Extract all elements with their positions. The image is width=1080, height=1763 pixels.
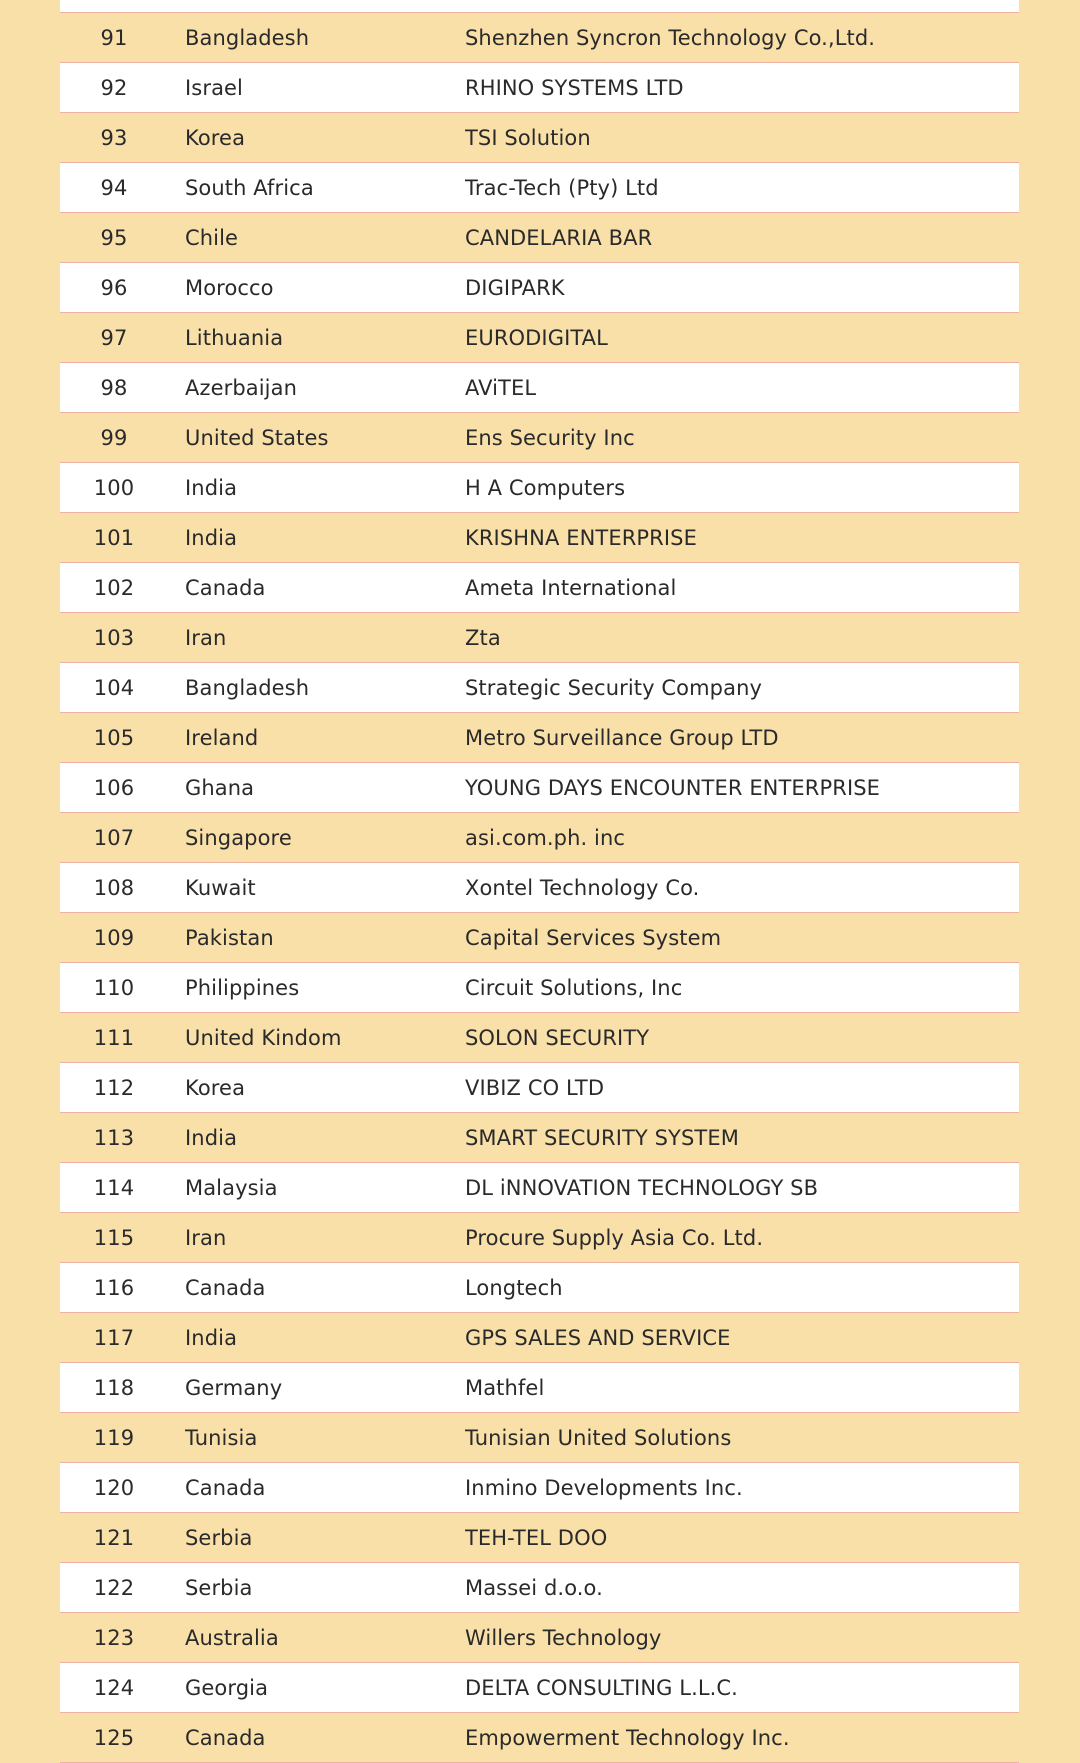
table-row bbox=[60, 1563, 1019, 1613]
row-number: 97 bbox=[100, 326, 128, 350]
table-row bbox=[60, 913, 1019, 963]
country-cell: Bangladesh bbox=[185, 26, 310, 50]
table-row bbox=[60, 713, 1019, 763]
table-row bbox=[60, 363, 1019, 413]
row-number: 94 bbox=[100, 176, 128, 200]
distributor-table bbox=[60, 0, 1019, 1763]
row-number: 122 bbox=[93, 1576, 135, 1600]
row-number: 110 bbox=[93, 976, 135, 1000]
company-cell: Strategic Security Company bbox=[465, 676, 763, 700]
country-cell: Ghana bbox=[185, 776, 255, 800]
country-cell: Bangladesh bbox=[185, 676, 310, 700]
row-number: 120 bbox=[93, 1476, 135, 1500]
company-cell: Ens Security Inc bbox=[465, 426, 635, 450]
company-cell: TSI Solution bbox=[465, 126, 591, 150]
table-row bbox=[60, 663, 1019, 713]
row-number: 91 bbox=[100, 26, 128, 50]
country-cell: Serbia bbox=[185, 1526, 253, 1550]
country-cell: Canada bbox=[185, 1726, 266, 1750]
row-number: 107 bbox=[93, 826, 135, 850]
company-cell: DL iNNOVATION TECHNOLOGY SB bbox=[465, 1176, 819, 1200]
company-cell: Longtech bbox=[465, 1276, 563, 1300]
country-cell: India bbox=[185, 526, 238, 550]
table-row bbox=[60, 813, 1019, 863]
row-number: 125 bbox=[93, 1726, 135, 1750]
row-number: 109 bbox=[93, 926, 135, 950]
table-row bbox=[60, 1413, 1019, 1463]
table-row bbox=[60, 413, 1019, 463]
country-cell: Philippines bbox=[185, 976, 300, 1000]
country-cell bbox=[185, 0, 445, 13]
row-number: 104 bbox=[93, 676, 135, 700]
table-row bbox=[60, 963, 1019, 1013]
company-cell: SOLON SECURITY bbox=[465, 1026, 650, 1050]
row-number: 111 bbox=[93, 1026, 135, 1050]
row-number: 116 bbox=[93, 1276, 135, 1300]
company-cell: Inmino Developments Inc. bbox=[465, 1476, 743, 1500]
row-number: 108 bbox=[93, 876, 135, 900]
country-cell: Iran bbox=[185, 1226, 227, 1250]
company-cell bbox=[465, 0, 1015, 13]
country-cell: Canada bbox=[185, 1476, 266, 1500]
row-number: 103 bbox=[93, 626, 135, 650]
country-cell: Australia bbox=[185, 1626, 279, 1650]
country-cell: South Africa bbox=[185, 176, 314, 200]
table-row bbox=[60, 63, 1019, 113]
country-cell: India bbox=[185, 476, 238, 500]
country-cell: Serbia bbox=[185, 1576, 253, 1600]
company-cell: DIGIPARK bbox=[465, 276, 565, 300]
row-number: 112 bbox=[93, 1076, 135, 1100]
table-row bbox=[60, 13, 1019, 63]
company-cell: Ameta International bbox=[465, 576, 677, 600]
table-row bbox=[60, 1363, 1019, 1413]
row-number: 106 bbox=[93, 776, 135, 800]
table-row bbox=[60, 1013, 1019, 1063]
row-number: 95 bbox=[100, 226, 128, 250]
company-cell: TEH-TEL DOO bbox=[465, 1526, 608, 1550]
table-row bbox=[60, 263, 1019, 313]
company-cell: Metro Surveillance Group LTD bbox=[465, 726, 779, 750]
company-cell: Willers Technology bbox=[465, 1626, 662, 1650]
country-cell: Pakistan bbox=[185, 926, 274, 950]
table-row bbox=[60, 1213, 1019, 1263]
company-cell: Capital Services System bbox=[465, 926, 722, 950]
company-cell: Massei d.o.o. bbox=[465, 1576, 603, 1600]
company-cell: CANDELARIA BAR bbox=[465, 226, 653, 250]
table-row bbox=[60, 613, 1019, 663]
country-cell: Korea bbox=[185, 1076, 246, 1100]
country-cell: India bbox=[185, 1126, 238, 1150]
company-cell: Shenzhen Syncron Technology Co.,Ltd. bbox=[465, 26, 876, 50]
country-cell: Kuwait bbox=[185, 876, 256, 900]
company-cell: H A Computers bbox=[465, 476, 626, 500]
country-cell: Lithuania bbox=[185, 326, 284, 350]
country-cell: Malaysia bbox=[185, 1176, 278, 1200]
company-cell: SMART SECURITY SYSTEM bbox=[465, 1126, 739, 1150]
country-cell: United Kindom bbox=[185, 1026, 342, 1050]
country-cell: Chile bbox=[185, 226, 239, 250]
table-row bbox=[60, 163, 1019, 213]
company-cell: Trac-Tech (Pty) Ltd bbox=[465, 176, 659, 200]
row-number: 98 bbox=[100, 376, 128, 400]
table-row bbox=[60, 1063, 1019, 1113]
company-cell: KRISHNA ENTERPRISE bbox=[465, 526, 697, 550]
row-number: 124 bbox=[93, 1676, 135, 1700]
company-cell: Zta bbox=[465, 626, 501, 650]
row-number: 96 bbox=[100, 276, 128, 300]
table-row bbox=[60, 1313, 1019, 1363]
row-number: 121 bbox=[93, 1526, 135, 1550]
row-number: 117 bbox=[93, 1326, 135, 1350]
company-cell: AViTEL bbox=[465, 376, 537, 400]
row-number: 115 bbox=[93, 1226, 135, 1250]
table-row bbox=[60, 1513, 1019, 1563]
table-row bbox=[60, 863, 1019, 913]
row-number: 113 bbox=[93, 1126, 135, 1150]
company-cell: YOUNG DAYS ENCOUNTER ENTERPRISE bbox=[465, 776, 881, 800]
table-row bbox=[60, 563, 1019, 613]
row-number: 99 bbox=[100, 426, 128, 450]
table-row bbox=[60, 1613, 1019, 1663]
table-row bbox=[60, 463, 1019, 513]
country-cell: Israel bbox=[185, 76, 243, 100]
company-cell: Empowerment Technology Inc. bbox=[465, 1726, 790, 1750]
row-number: 119 bbox=[93, 1426, 135, 1450]
company-cell: GPS SALES AND SERVICE bbox=[465, 1326, 731, 1350]
country-cell: India bbox=[185, 1326, 238, 1350]
country-cell: Germany bbox=[185, 1376, 283, 1400]
company-cell: RHINO SYSTEMS LTD bbox=[465, 76, 684, 100]
table-row bbox=[60, 213, 1019, 263]
company-cell: VIBIZ CO LTD bbox=[465, 1076, 605, 1100]
row-number: 123 bbox=[93, 1626, 135, 1650]
row-number: 118 bbox=[93, 1376, 135, 1400]
country-cell: United States bbox=[185, 426, 329, 450]
row-number: 101 bbox=[93, 526, 135, 550]
country-cell: Iran bbox=[185, 626, 227, 650]
country-cell: Tunisia bbox=[185, 1426, 258, 1450]
company-cell: Procure Supply Asia Co. Ltd. bbox=[465, 1226, 764, 1250]
country-cell: Singapore bbox=[185, 826, 292, 850]
row-number: 100 bbox=[93, 476, 135, 500]
table-row bbox=[60, 313, 1019, 363]
table-row bbox=[60, 763, 1019, 813]
table-row bbox=[60, 1113, 1019, 1163]
company-cell: Xontel Technology Co. bbox=[465, 876, 700, 900]
country-cell: Georgia bbox=[185, 1676, 269, 1700]
row-number: 114 bbox=[93, 1176, 135, 1200]
company-cell: Tunisian United Solutions bbox=[465, 1426, 732, 1450]
row-number: 102 bbox=[93, 576, 135, 600]
company-cell: asi.com.ph. inc bbox=[465, 826, 626, 850]
country-cell: Azerbaijan bbox=[185, 376, 297, 400]
country-cell: Korea bbox=[185, 126, 246, 150]
company-cell: Circuit Solutions, Inc bbox=[465, 976, 683, 1000]
country-cell: Ireland bbox=[185, 726, 259, 750]
company-cell: DELTA CONSULTING L.L.C. bbox=[465, 1676, 738, 1700]
table-row bbox=[60, 1263, 1019, 1313]
row-number: 105 bbox=[93, 726, 135, 750]
table-row bbox=[60, 513, 1019, 563]
table-row bbox=[60, 1463, 1019, 1513]
table-row bbox=[60, 0, 1019, 13]
country-cell: Canada bbox=[185, 1276, 266, 1300]
row-number bbox=[60, 0, 168, 13]
row-number: 93 bbox=[100, 126, 128, 150]
table-row bbox=[60, 1663, 1019, 1713]
table-row bbox=[60, 1163, 1019, 1213]
country-cell: Canada bbox=[185, 576, 266, 600]
company-cell: Mathfel bbox=[465, 1376, 545, 1400]
row-number: 92 bbox=[100, 76, 128, 100]
table-row bbox=[60, 113, 1019, 163]
country-cell: Morocco bbox=[185, 276, 274, 300]
company-cell: EURODIGITAL bbox=[465, 326, 608, 350]
